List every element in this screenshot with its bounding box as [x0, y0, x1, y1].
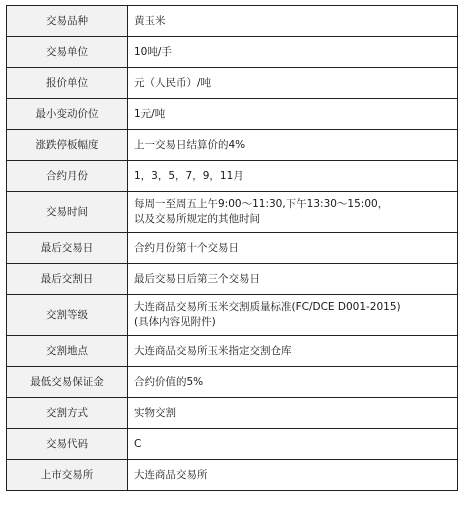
- row-value: 元（人民币）/吨: [128, 68, 458, 99]
- table-row: [7, 37, 458, 68]
- row-value-line-1: 每周一至周五上午9:00～11:30,下午13:30～15:00，: [134, 198, 389, 210]
- row-label: 交割地点: [7, 336, 128, 367]
- row-value: 合约价值的5%: [128, 367, 458, 398]
- table-row: [7, 264, 458, 295]
- table-row: [7, 99, 458, 130]
- row-label: 交易时间: [7, 192, 128, 233]
- table-row: [7, 6, 458, 37]
- row-label: 交易单位: [7, 37, 128, 68]
- row-value-multiline: [128, 192, 458, 233]
- table-row: [7, 336, 458, 367]
- row-label: 交易品种: [7, 6, 128, 37]
- table-row: [7, 398, 458, 429]
- row-label: 报价单位: [7, 68, 128, 99]
- table-row: [7, 367, 458, 398]
- row-label: 最小变动价位: [7, 99, 128, 130]
- row-value-line-2: 以及交易所规定的其他时间: [134, 213, 260, 225]
- row-value: 1元/吨: [128, 99, 458, 130]
- row-value-multiline: [128, 295, 458, 336]
- row-label: 交割等级: [7, 295, 128, 336]
- row-value: 1，3，5，7，9，11月: [128, 161, 458, 192]
- table-row: [7, 68, 458, 99]
- row-value-line-2: (具体内容见附件): [134, 316, 216, 328]
- row-value: 实物交割: [128, 398, 458, 429]
- row-label: 交易代码: [7, 429, 128, 460]
- row-label: 涨跌停板幅度: [7, 130, 128, 161]
- table-row: [7, 460, 458, 491]
- table-row: [7, 161, 458, 192]
- row-label: 最后交割日: [7, 264, 128, 295]
- row-value: 10吨/手: [128, 37, 458, 68]
- row-label: 上市交易所: [7, 460, 128, 491]
- row-label: 合约月份: [7, 161, 128, 192]
- contract-spec-table: [6, 5, 458, 491]
- row-label: 交割方式: [7, 398, 128, 429]
- row-value: 黄玉米: [128, 6, 458, 37]
- row-value: C: [128, 429, 458, 460]
- row-label: 最后交易日: [7, 233, 128, 264]
- row-value: 大连商品交易所: [128, 460, 458, 491]
- table-row: [7, 233, 458, 264]
- row-value: 大连商品交易所玉米指定交割仓库: [128, 336, 458, 367]
- table-row: [7, 192, 458, 233]
- table-row: [7, 130, 458, 161]
- table-row: [7, 295, 458, 336]
- row-label: 最低交易保证金: [7, 367, 128, 398]
- row-value: 最后交易日后第三个交易日: [128, 264, 458, 295]
- row-value: 上一交易日结算价的4%: [128, 130, 458, 161]
- row-value: 合约月份第十个交易日: [128, 233, 458, 264]
- table-row: [7, 429, 458, 460]
- row-value-line-1: 大连商品交易所玉米交割质量标准(FC/DCE D001-2015): [134, 301, 401, 313]
